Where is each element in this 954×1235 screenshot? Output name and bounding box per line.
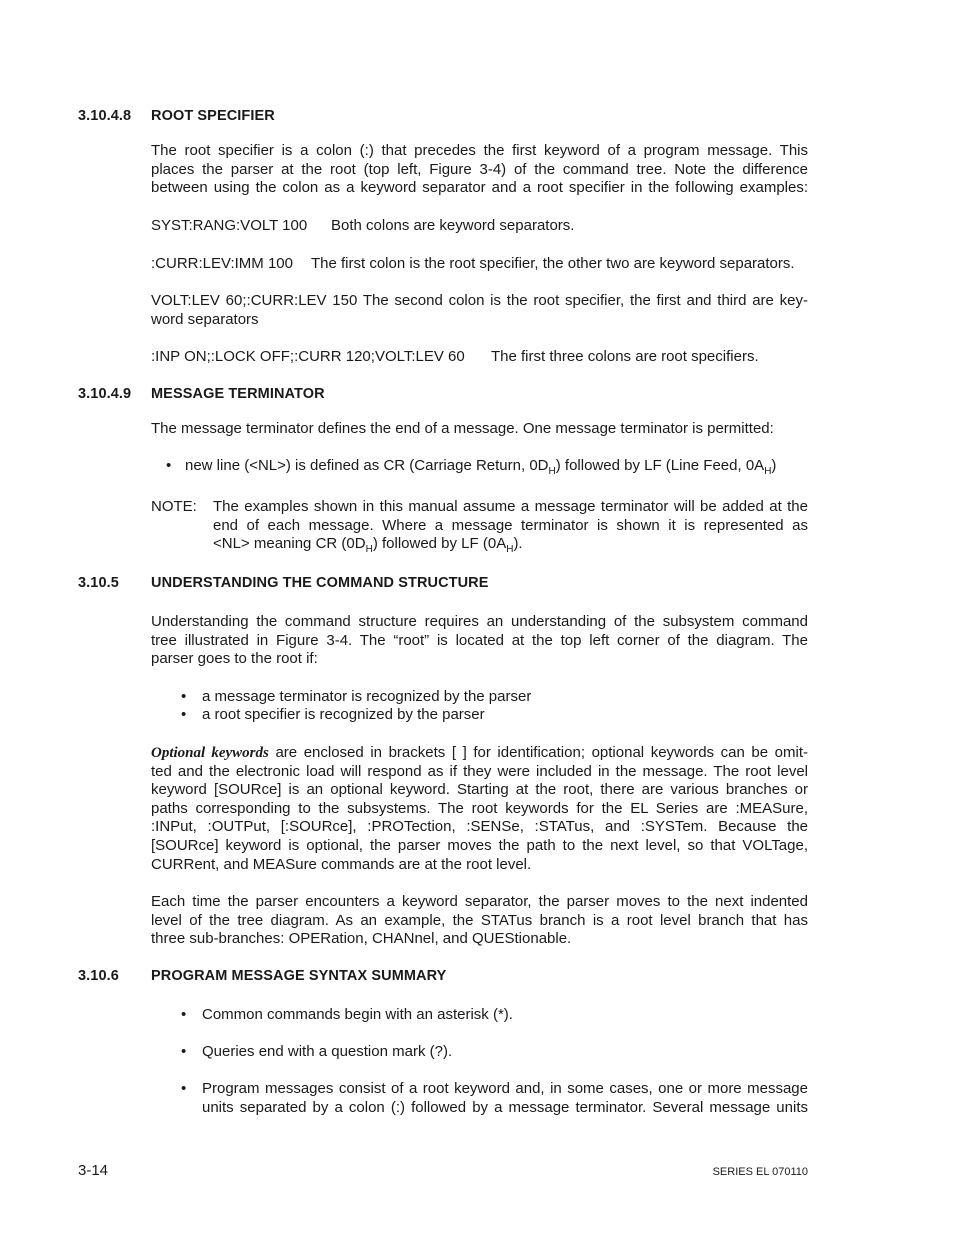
paragraph-line: ted and the electronic load will respond as if they were included in the message. The root level (151, 762, 808, 780)
bullet-icon: • (181, 1006, 187, 1023)
paragraph-line: paths corresponding to the subsystems. The root keywords for the EL Series are :MEASure, (151, 799, 808, 817)
bullet-icon: • (181, 1043, 187, 1060)
paragraph-line: word separators (151, 310, 259, 328)
note-text (213, 498, 808, 556)
bullet-item: a root specifier is recognized by the parser (202, 706, 485, 723)
example-description: Both colons are keyword separators. (331, 217, 575, 234)
bullet-item (202, 1080, 808, 1117)
example-paragraph (151, 292, 808, 329)
paragraph-line: The root specifier is a colon (:) that precedes the first keyword of a program message. This (151, 142, 808, 159)
section-title: PROGRAM MESSAGE SYNTAX SUMMARY (151, 968, 447, 984)
bullet-item: Queries end with a question mark (?). (202, 1043, 453, 1060)
paragraph-line: VOLT:LEV 60;:CURR:LEV 150 The second colon is the root specifier, the first and third are key- (151, 292, 808, 309)
section-title: UNDERSTANDING THE COMMAND STRUCTURE (151, 575, 489, 591)
bullet-icon: • (166, 457, 172, 474)
bullet-item: a message terminator is recognized by the parser (202, 688, 532, 705)
page-number: 3-14 (78, 1162, 109, 1179)
paragraph-line: [SOURce] keyword is optional, the parser moves the path to the next level, so that VOLTage, (151, 836, 808, 854)
bullet-icon: • (181, 706, 187, 723)
bullet-item: new line (<NL>) is defined as CR (Carriage Return, $0D_H$) followed by LF (Line Feed, $0A_H$) (185, 457, 777, 477)
paragraph-line: The examples shown in this manual assume a message terminator will be added at the (213, 498, 808, 515)
section-title: MESSAGE TERMINATOR (151, 386, 325, 402)
note-label: NOTE: (151, 498, 197, 515)
paragraph (151, 893, 808, 949)
example-command: :INP ON;:LOCK OFF;:CURR 120;VOLT:LEV 60 (151, 348, 465, 365)
example-command: :CURR:LEV:IMM 100 (151, 255, 293, 272)
paragraph-line: Optional keywords are enclosed in brackets [ ] for identification; optional keywords can be omit- (151, 744, 808, 761)
paragraph: The message terminator defines the end of a message. One message terminator is permitted: (151, 420, 774, 437)
paragraph-line: places the parser at the root (top left, Figure 3-4) of the command tree. Note the difference (151, 160, 808, 178)
example-command: SYST:RANG:VOLT 100 (151, 217, 308, 234)
section-number: 3.10.4.8 (78, 108, 132, 124)
italic-term: Optional keywords (151, 745, 269, 761)
paragraph-line: end of each message. Where a message terminator is shown it is represented as (213, 516, 808, 534)
paragraph (151, 142, 808, 198)
bullet-icon: • (181, 1080, 187, 1097)
paragraph-line: Each time the parser encounters a keyword separator, the parser moves to the next indented (151, 893, 808, 910)
paragraph-line: units separated by a colon (:) followed by a message terminator. Several message units (202, 1098, 808, 1116)
section-number: 3.10.4.9 (78, 386, 132, 402)
bullet-icon: • (181, 688, 187, 705)
paragraph-line: <NL> meaning CR $(0D_H)$ followed by LF $(0A_H)$. (213, 535, 523, 556)
paragraph-line: three sub-branches: OPERation, CHANnel, and QUEStionable. (151, 930, 572, 948)
paragraph-line: between using the colon as a keyword separator and a root specifier in the following examples: (151, 179, 808, 197)
paragraph-line: parser goes to the root if: (151, 650, 318, 668)
document-id: SERIES EL 070110 (712, 1166, 808, 1178)
paragraph-line: CURRent, and MEASure commands are at the root level. (151, 855, 532, 873)
paragraph-line: Program messages consist of a root keyword and, in some cases, one or more message (202, 1080, 808, 1097)
section-number: 3.10.5 (78, 575, 119, 591)
section-number: 3.10.6 (78, 968, 119, 984)
example-description: The first three colons are root specifiers. (491, 348, 759, 365)
paragraph-line: Understanding the command structure requires an understanding of the subsystem command (151, 613, 808, 630)
paragraph-line: keyword [SOURce] is an optional keyword. Starting at the root, there are various branches or (151, 781, 808, 799)
example-description: The first colon is the root specifier, the other two are keyword separators. (311, 255, 795, 272)
section-title: ROOT SPECIFIER (151, 108, 275, 124)
paragraph (151, 613, 808, 669)
paragraph-line: level of the tree diagram. As an example, the STATus branch is a root level branch that has (151, 911, 808, 929)
paragraph-line: :INPut, :OUTPut, [:SOURce], :PROTection, :SENSe, :STATus, and :SYSTem. Because the (151, 818, 808, 836)
paragraph-line: tree illustrated in Figure 3-4. The “root” is located at the top left corner of the diagram. The (151, 631, 808, 649)
paragraph (151, 744, 808, 874)
bullet-item: Common commands begin with an asterisk (*). (202, 1006, 513, 1023)
